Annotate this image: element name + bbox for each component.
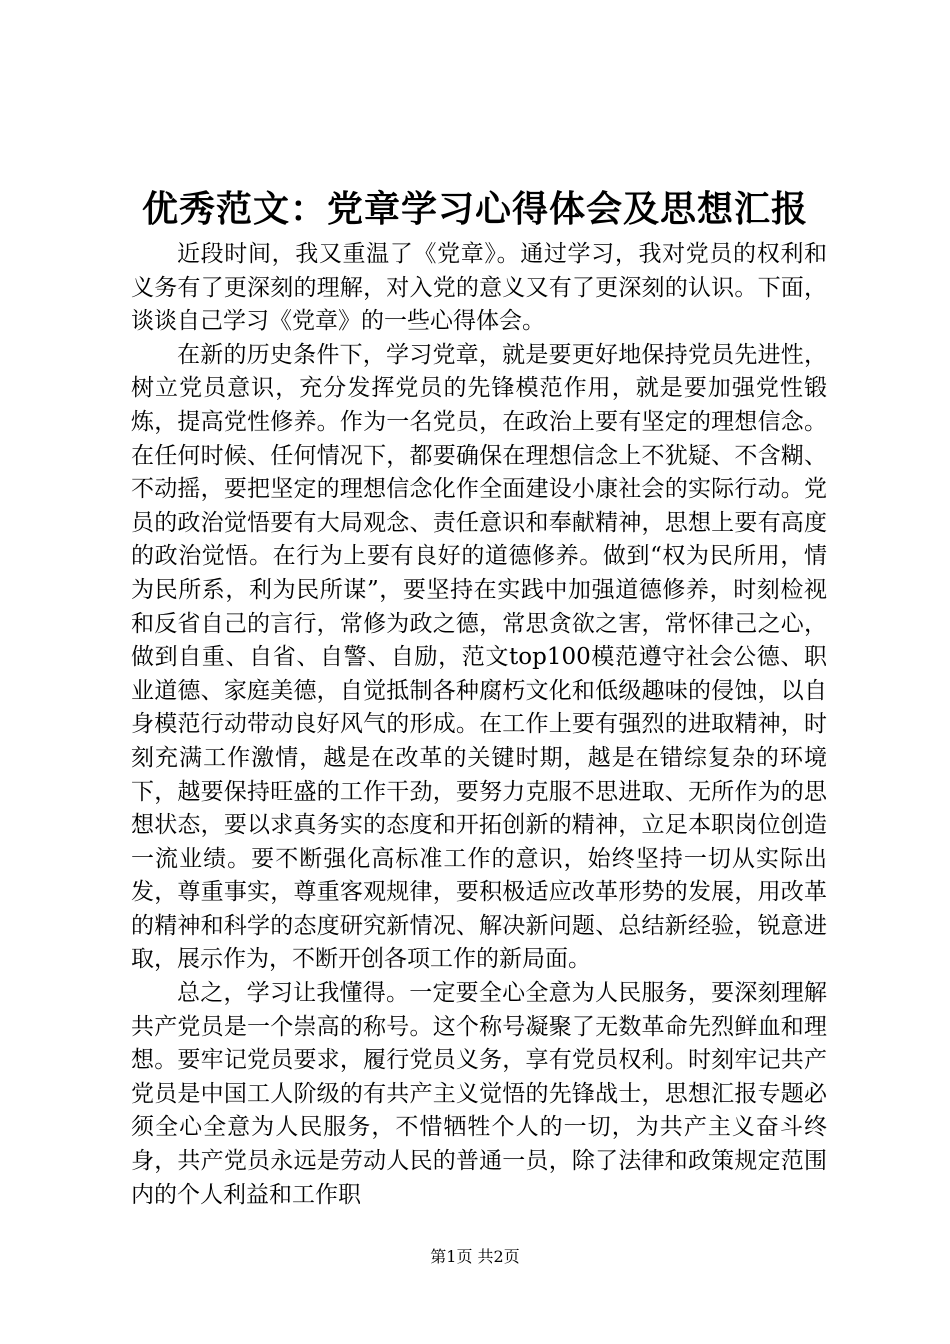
document-body xyxy=(131,238,827,1212)
page-footer: 第1页 共2页 xyxy=(430,1247,520,1266)
paragraph-intro: 近段时间，我又重温了《党章》。通过学习，我对党员的权利和义务有了更深刻的理解，对入党的意义又有了更深刻的认识。下面，谈谈自己学习《党章》的一些心得体会。 xyxy=(131,241,827,335)
document-title: 优秀范文：党章学习心得体会及思想汇报 xyxy=(141,188,808,230)
paragraph-main: 在新的历史条件下，学习党章，就是要更好地保持党员先进性，树立党员意识，充分发挥党员的先锋模范作用，就是要加强党性锻炼，提高党性修养。作为一名党员，在政治上要有坚定的理想信念。在任何时候、任何情况下，都要确保在理想信念上不犹疑、不含糊、不动摇，要把坚定的理想信念化作全面建设小康社会的实际行动。党员的政治觉悟要有大局观念、责任意识和奉献精神，思想上要有高度的政治觉悟。在行为上要有良好的道德修养。做到“权为民所用，情为民所系，利为民所谋”，要坚持在实践中加强道德修养，时刻检视和反省自己的言行，常修为政之德，常思贪欲之害，常怀律己之心，做到自重、自省、自警、自励，范文top100模范遵守社会公德、职业道德、家庭美德，自觉抵制各种腐朽文化和低级趣味的侵蚀，以自身模范行动带动良好风气的形成。在工作上要有强烈的进取精神，时刻充满工作激情，越是在改革的关键时期，越是在错综复杂的环境下，越要保持旺盛的工作干劲，要努力克服不思进取、无所作为的思想状态，要以求真务实的态度和开拓创新的精神，立足本职岗位创造一流业绩。要不断强化高标准工作的意识，始终坚持一切从实际出发，尊重事实，尊重客观规律，要积极适应改革形势的发展，用改革的精神和科学的态度研究新情况、解决新问题、总结新经验，锐意进取，展示作为，不断开创各项工作的新局面。 xyxy=(131,341,827,973)
paragraph-conclusion: 总之，学习让我懂得。一定要全心全意为人民服务，要深刻理解共产党员是一个崇高的称号。这个称号凝聚了无数革命先烈鲜血和理想。要牢记党员要求，履行党员义务，享有党员权利。时刻牢记共产党员是中国工人阶级的有共产主义觉悟的先锋战士，思想汇报专题必须全心全意为人民服务，不惜牺牲个人的一切，为共产主义奋斗终身，共产党员永远是劳动人民的普通一员，除了法律和政策规定范围内的个人利益和工作职 xyxy=(131,980,827,1208)
